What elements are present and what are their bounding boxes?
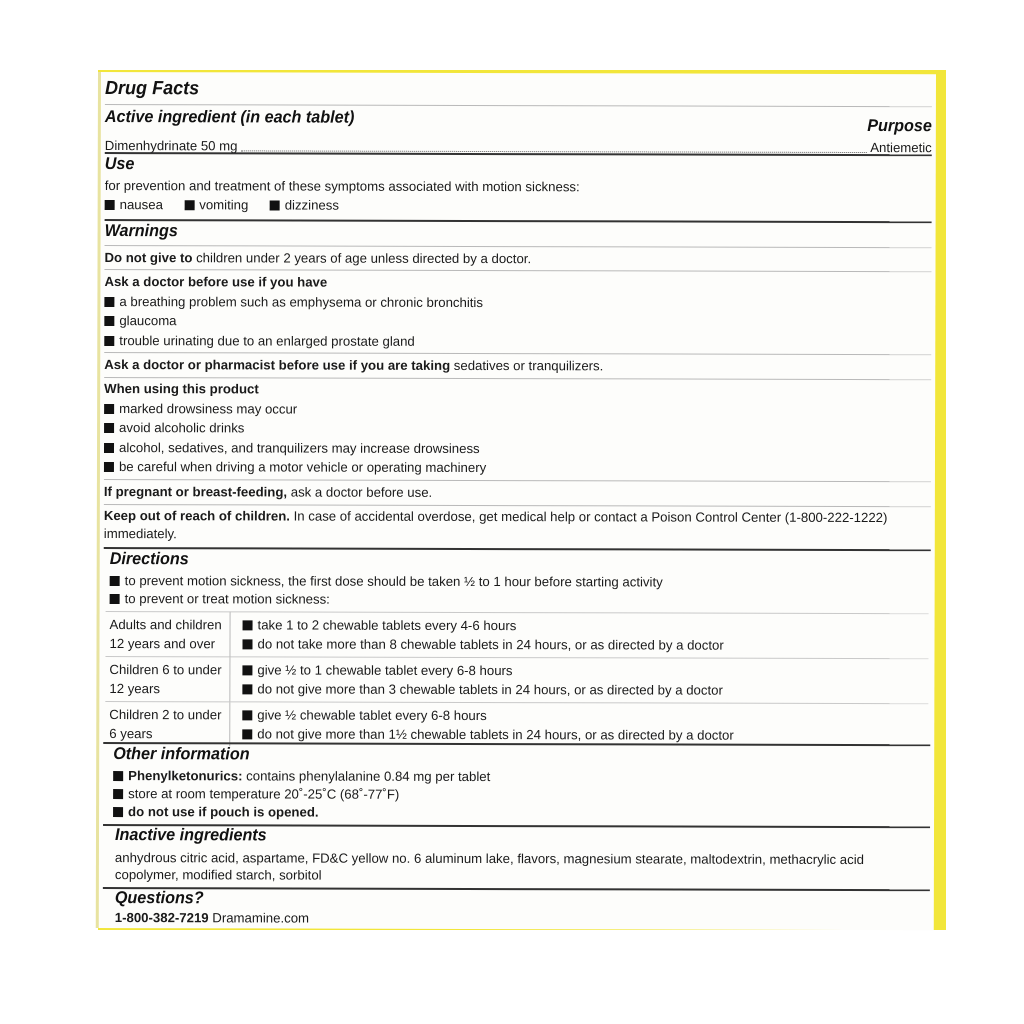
- bullet-icon: [104, 462, 114, 472]
- dose-cell: take 1 to 2 chewable tablets every 4-6 hours do not take more than 8 chewable tablets in 24 hours, or as directed by a doctor: [230, 612, 929, 659]
- table-row: [105, 657, 928, 704]
- bullet-icon: [113, 807, 123, 817]
- bullet-icon: [104, 443, 114, 453]
- use-text: for prevention and treatment of these symptoms associated with motion sickness:: [104, 178, 580, 195]
- ask-pharmacist: Ask a doctor or pharmacist before use if you are taking sedatives or tranquilizers.: [104, 357, 604, 374]
- symptom: vomiting: [199, 197, 249, 213]
- when-using-heading: When using this product: [104, 381, 259, 397]
- bullet-icon: [104, 423, 114, 433]
- directions-heading: Directions: [109, 549, 189, 569]
- bullet-icon: [104, 404, 114, 414]
- bullet-icon: [104, 316, 114, 326]
- bullet-icon: [184, 200, 194, 210]
- bullet-icon: [242, 710, 252, 720]
- do-not-give: Do not give to children under 2 years of age unless directed by a doctor.: [104, 250, 532, 267]
- bullet-icon: [242, 665, 252, 675]
- bullet-icon: [105, 200, 115, 210]
- drug-facts-title: Drug Facts: [104, 78, 200, 100]
- bullet-icon: [113, 789, 123, 799]
- purpose-heading: Purpose: [867, 116, 932, 136]
- list-item: to prevent motion sickness, the first dose should be taken ½ to 1 hour before starting activity: [110, 571, 931, 592]
- active-ingredient-name: Dimenhydrinate 50 mg: [104, 138, 238, 154]
- symptom: nausea: [119, 197, 163, 213]
- age-cell: Children 2 to under 6 years: [105, 702, 230, 747]
- use-heading: Use: [104, 154, 135, 174]
- keep-out-warning: Keep out of reach of children. In case of accidental overdose, get medical help or contact a Poison Control Center (1-800-222-1222): [103, 508, 888, 526]
- bullet-icon: [270, 200, 280, 210]
- bullet-icon: [242, 684, 252, 694]
- bullet-icon: [242, 639, 252, 649]
- website: Dramamine.com: [208, 910, 310, 926]
- drug-facts-panel: [96, 72, 936, 930]
- symptom: dizziness: [284, 197, 339, 213]
- dose-cell: give ½ to 1 chewable tablet every 6-8 hours do not give more than 3 chewable tablets in 24 hours, or as directed by a doctor: [230, 657, 929, 704]
- bullet-icon: [104, 297, 114, 307]
- phone-number: 1-800-382-7219: [114, 910, 209, 926]
- use-symptoms: [105, 195, 932, 216]
- list-item: marked drowsiness may occur: [104, 399, 931, 420]
- age-cell: Children 6 to under 12 years: [105, 657, 230, 702]
- purpose-value: Antiemetic: [870, 140, 932, 156]
- bullet-icon: [242, 729, 252, 739]
- ask-doctor-heading: Ask a doctor before use if you have: [104, 274, 328, 290]
- list-item: be careful when driving a motor vehicle or operating machinery: [104, 457, 931, 478]
- bullet-icon: [110, 576, 120, 586]
- active-ingredient-heading: Active ingredient (in each tablet): [104, 107, 355, 127]
- table-row: [105, 702, 928, 749]
- dosage-table: [105, 611, 928, 748]
- questions-contact: [115, 908, 930, 929]
- inactive-line: copolymer, modified starch, sorbitol: [114, 867, 322, 883]
- bullet-icon: [113, 771, 123, 781]
- questions-heading: Questions?: [114, 888, 204, 908]
- inactive-line: anhydrous citric acid, aspartame, FD&C yellow no. 6 aluminum lake, flavors, magnesium stearate, maltodextrin, methacrylic acid: [114, 850, 865, 868]
- pregnant-warning: If pregnant or breast-feeding, ask a doctor before use.: [103, 484, 433, 500]
- list-item: store at room temperature 20˚-25˚C (68˚-77˚F): [113, 784, 930, 805]
- inactive-heading: Inactive ingredients: [114, 825, 267, 845]
- list-item: avoid alcoholic drinks: [104, 418, 931, 439]
- list-item: alcohol, sedatives, and tranquilizers may increase drowsiness: [104, 438, 931, 459]
- bullet-icon: [110, 594, 120, 604]
- list-item: a breathing problem such as emphysema or chronic bronchitis: [104, 292, 931, 313]
- age-cell: Adults and children 12 years and over: [105, 612, 230, 657]
- list-item: do not use if pouch is opened.: [113, 802, 930, 823]
- bullet-icon: [243, 620, 253, 630]
- warnings-heading: Warnings: [104, 221, 178, 241]
- bullet-icon: [104, 336, 114, 346]
- list-item: trouble urinating due to an enlarged prostate gland: [104, 331, 931, 352]
- list-item: Phenylketonurics: contains phenylalanine 0.84 mg per tablet: [113, 766, 930, 787]
- other-info-heading: Other information: [113, 744, 250, 764]
- table-row: [105, 612, 928, 659]
- keep-out-warning-cont: immediately.: [103, 526, 177, 542]
- dose-cell: give ½ chewable tablet every 6-8 hours do not give more than 1½ chewable tablets in 24 hours, or as directed by a doctor: [230, 702, 929, 748]
- list-item: to prevent or treat motion sickness:: [110, 589, 931, 610]
- list-item: glaucoma: [104, 311, 931, 332]
